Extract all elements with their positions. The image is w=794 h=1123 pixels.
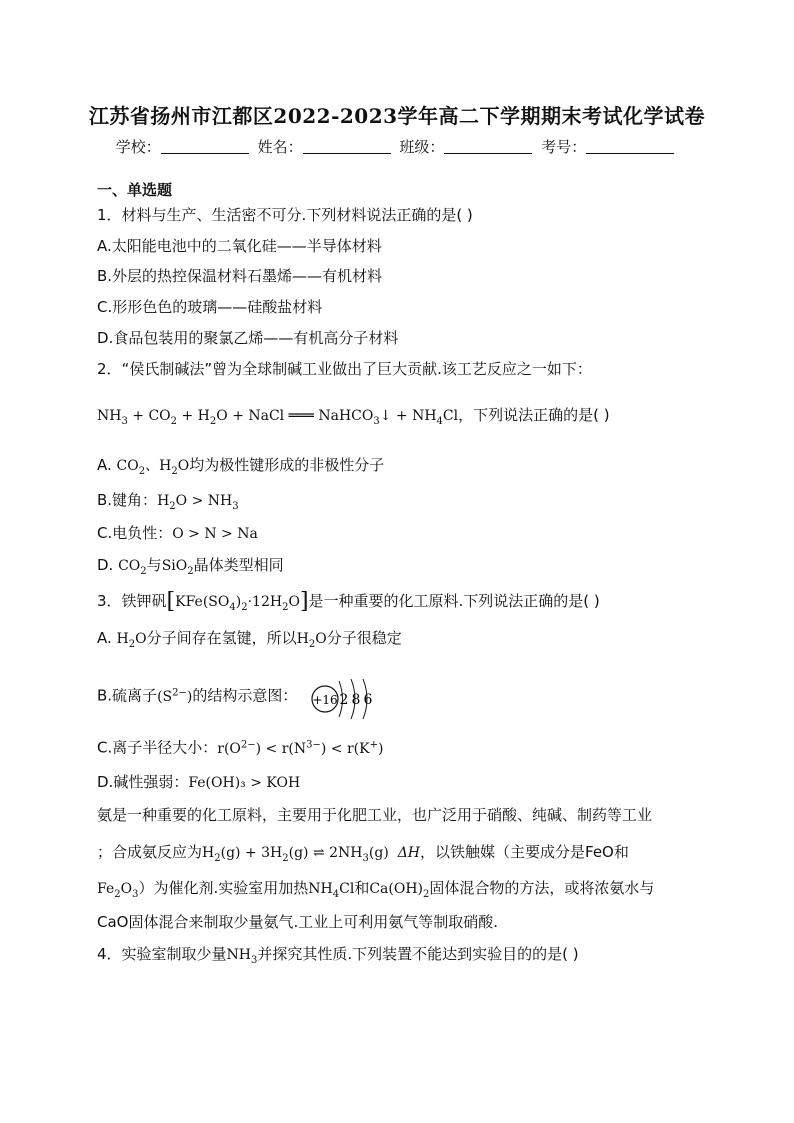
q2-stem: 2．“侯氏制碱法”曾为全球制碱工业做出了巨大贡献.该工艺反应之一如下：: [97, 360, 592, 378]
q1-option-b: B.外层的热控保温材料石墨烯——有机材料: [97, 267, 383, 285]
passage-line-3: $Fe_2O_3$）为催化剂.实验室用加热$NH_4Cl$和$Ca(OH)_2$固体混合物的方法，或将浓氨水与: [97, 879, 655, 900]
q2-option-b: B.键角：$H_2O > NH_3$: [97, 491, 239, 512]
q1-option-d: D.食品包装用的聚氯乙烯——有机高分子材料: [97, 329, 399, 347]
name-blank[interactable]: [303, 139, 391, 154]
q2-option-c: C.电负性：O > N > Na: [97, 524, 258, 542]
school-label: 学校：: [115, 138, 161, 156]
q2-option-a: A. $CO_2$、$H_2O$均为极性键形成的非极性分子: [97, 456, 385, 477]
q1-option-c: C.形形色色的玻璃——硅酸盐材料: [97, 298, 323, 316]
id-blank[interactable]: [586, 139, 674, 154]
q3-option-a: A. $H_2O$分子间存在氢键，所以$H_2O$分子很稳定: [97, 629, 402, 650]
q2-option-d: D. $CO_2$与SiO$_2$晶体类型相同: [97, 556, 284, 577]
name-label: 姓名：: [257, 138, 303, 156]
nucleus-charge: +16: [312, 693, 338, 707]
passage-line-1: 氨是一种重要的化工原料，主要用于化肥工业，也广泛用于硝酸、纯碱、制药等工业: [97, 806, 653, 824]
shell-electrons-2: 8: [351, 692, 361, 708]
passage-line-2: ；合成氨反应为$H_2(g) + 3H_2(g)$ ⇌ $2NH_3(g)$ ΔH，以铁触媒（主要成分是FeO和: [97, 843, 629, 864]
q1-stem: 1．材料与生产、生活密不可分.下列材料说法正确的是( ): [97, 206, 473, 224]
school-blank[interactable]: [161, 139, 249, 154]
class-label: 班级：: [399, 138, 445, 156]
q3-stem: 3．铁钾矾$[KFe(SO_4)_2\cdot 12H_2O]$是一种重要的化工原料.下列说法正确的是( ): [97, 589, 600, 614]
section-heading: 一、单选题: [97, 181, 173, 199]
id-label: 考号：: [541, 138, 587, 156]
student-info-row: [0, 136, 794, 157]
q2-equation-line: [97, 405, 610, 432]
q1-option-a: A.太阳能电池中的二氧化硅——半导体材料: [97, 237, 382, 255]
q3-option-c: C.离子半径大小：$r(O^{2-}) < r(N^{3-}) < r(K^+)$: [97, 738, 384, 757]
q2-equation-tail: ，下列说法正确的是( ): [458, 406, 610, 424]
q3-option-d: D.碱性强弱：Fe(OH)₃ > KOH: [97, 773, 301, 791]
shell-electrons-1: 2: [339, 692, 349, 708]
q3-option-b: B.硫离子$(S^{2-})$的结构示意图：: [97, 686, 298, 705]
q4-stem: 4．实验室制取少量$NH_3$并探究其性质.下列装置不能达到实验目的的是( ): [97, 945, 579, 966]
page-title: 江苏省扬州市江都区2022-2023学年高二下学期期末考试化学试卷: [88, 104, 706, 128]
shell-electrons-3: 6: [363, 692, 373, 708]
passage-line-4: CaO固体混合来制取少量氨气.工业上可利用氨气等制取硝酸.: [97, 913, 499, 931]
sulfide-ion-structure-diagram: [308, 675, 388, 723]
class-blank[interactable]: [444, 139, 532, 154]
q2-equation: $NH_3 + CO_2 + H_2O$ + NaCl ═══ NaHCO$_3$↓ + $NH_4Cl$: [97, 408, 459, 427]
